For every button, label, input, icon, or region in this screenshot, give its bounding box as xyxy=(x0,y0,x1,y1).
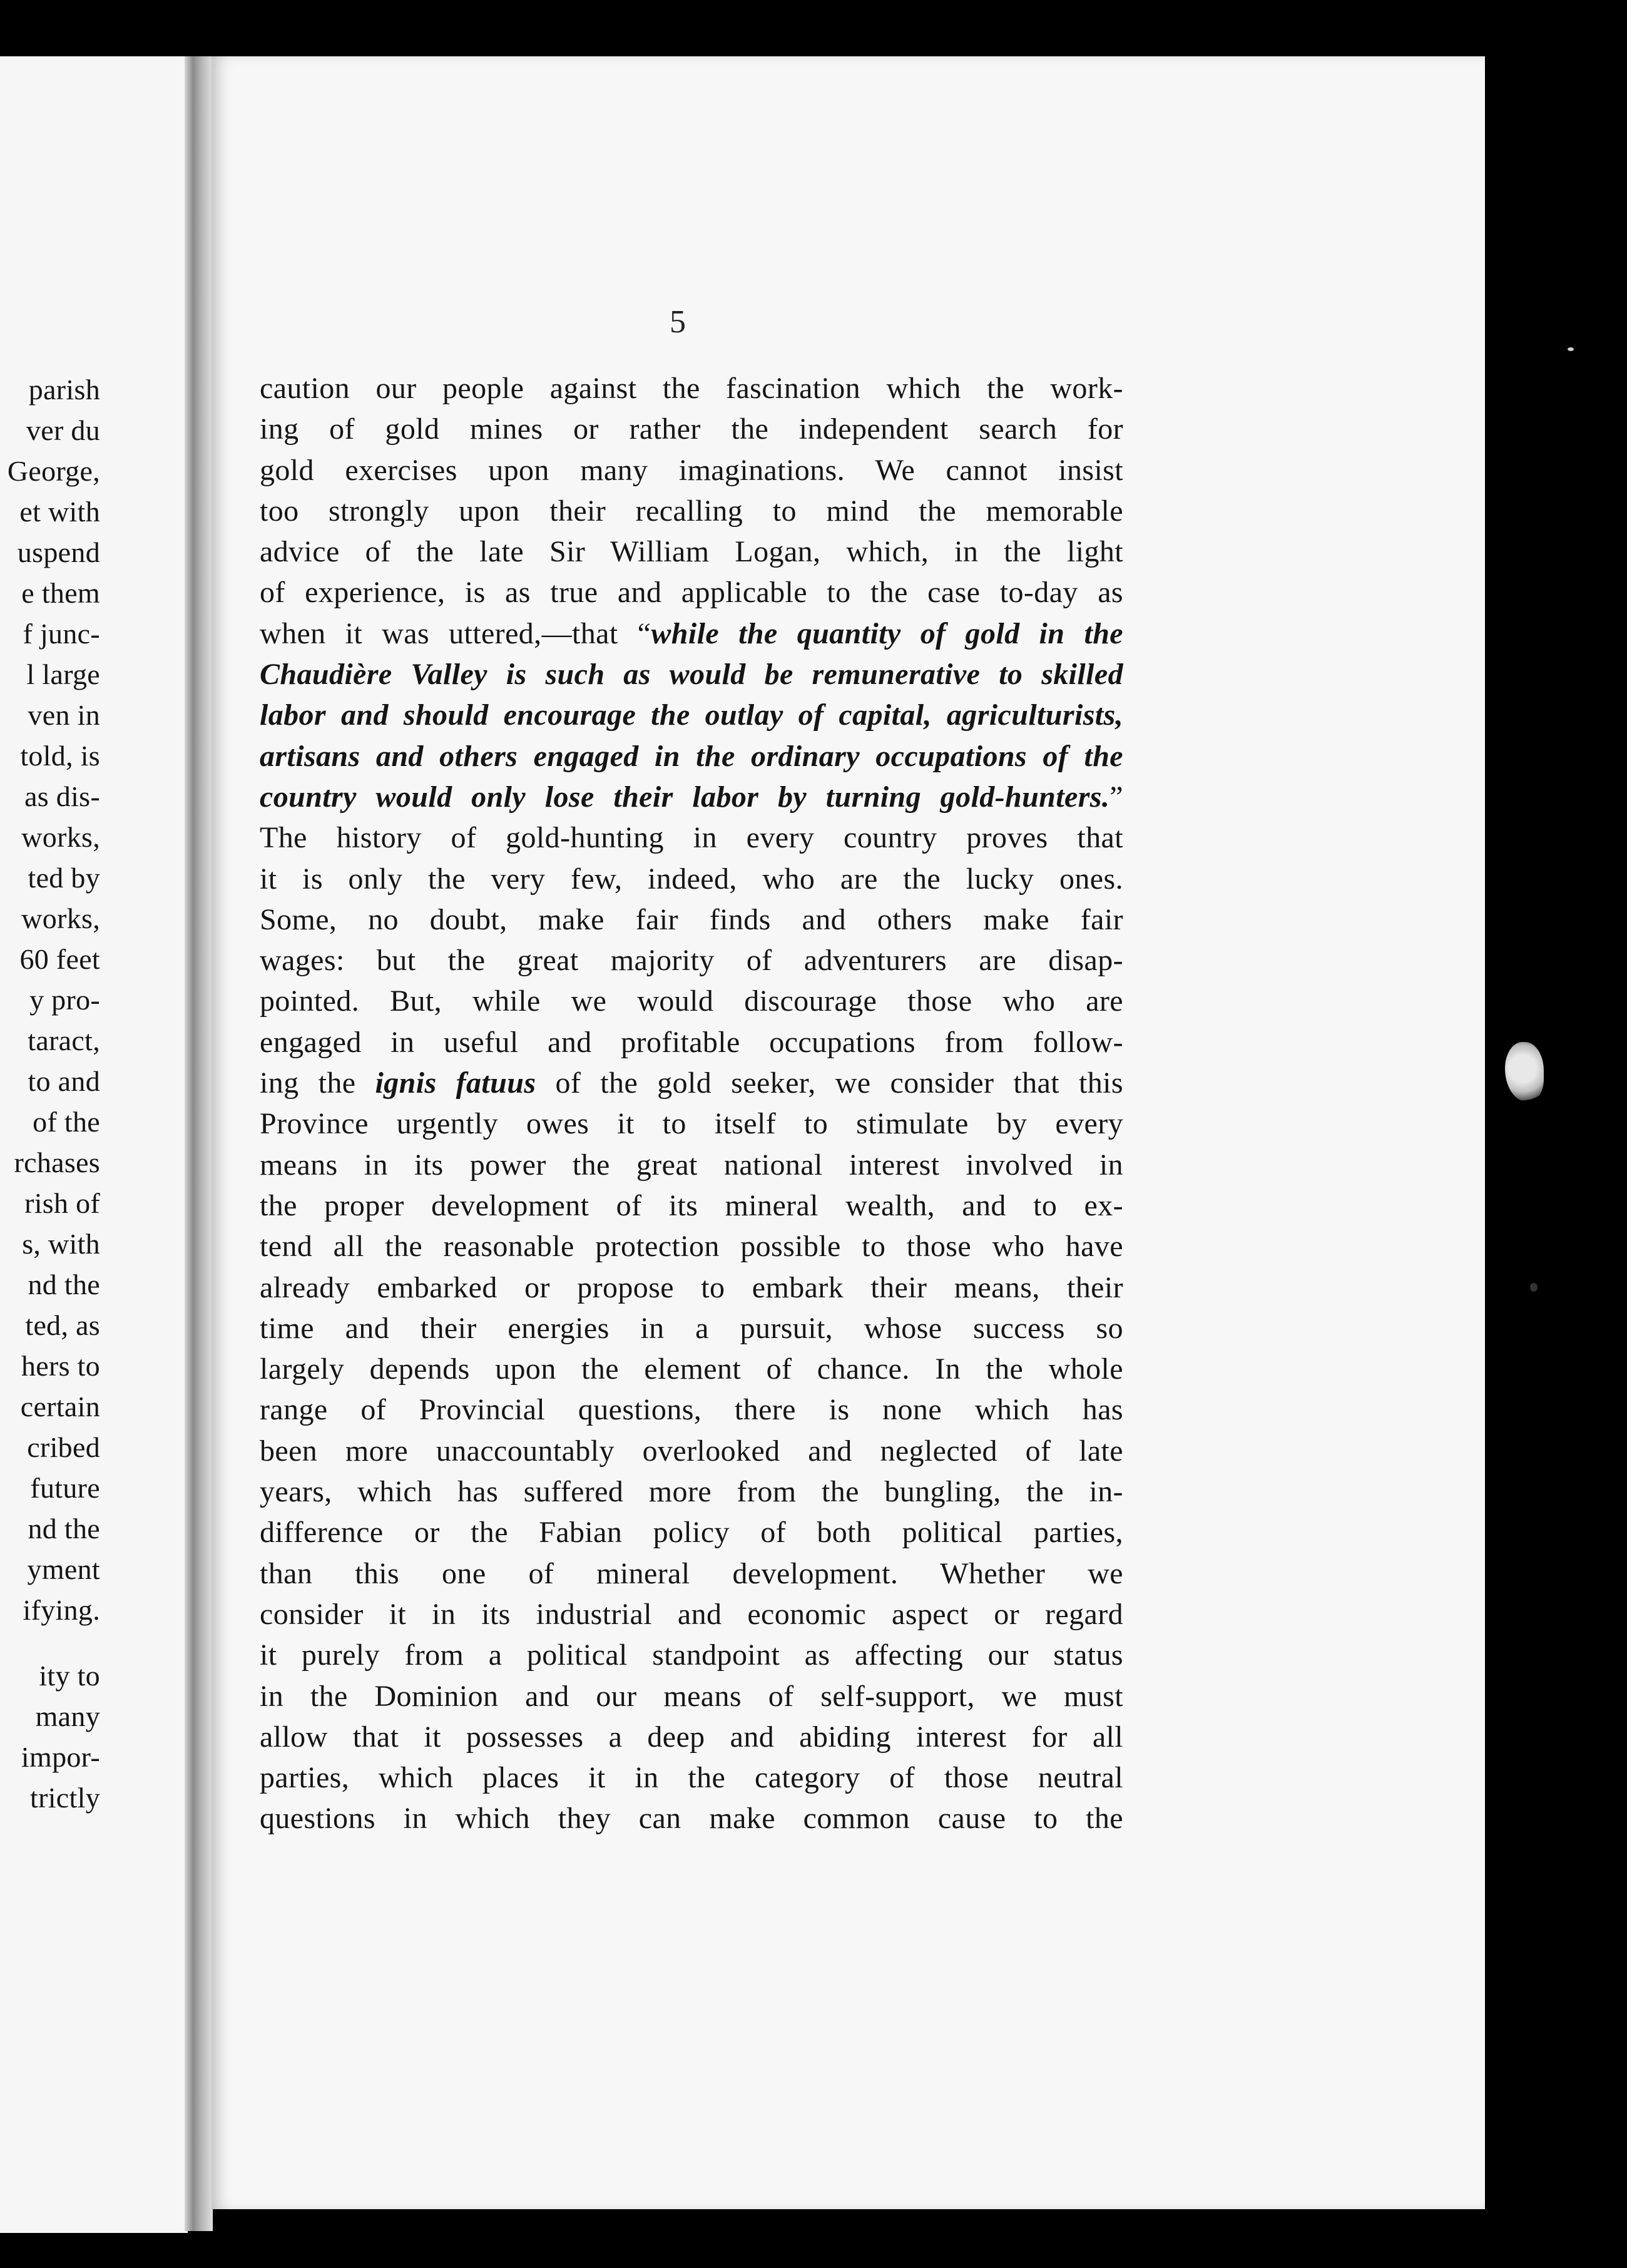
body-line: ing of gold mines or rather the independent search for xyxy=(260,412,1123,446)
body-line: than this one of mineral development. Whether we xyxy=(260,1556,1123,1590)
left-page-line: told, is xyxy=(20,740,100,772)
left-page-line: of the xyxy=(33,1106,100,1138)
left-page-line: yment xyxy=(27,1553,100,1585)
body-line: parties, which places it in the category of those neutral xyxy=(260,1761,1123,1795)
body-line: The history of gold-hunting in every country proves that xyxy=(260,821,1123,855)
left-page-line: uspend xyxy=(17,536,100,568)
left-page-line: ver du xyxy=(26,414,100,446)
closing-quote: ” xyxy=(1109,780,1123,814)
body-line xyxy=(260,777,1123,817)
body-line: advice of the late Sir William Logan, which, in the light xyxy=(260,535,1123,569)
body-line: questions in which they can make common cause to the xyxy=(260,1802,1123,1836)
page-number: 5 xyxy=(670,304,686,340)
left-page-line: taract, xyxy=(28,1024,100,1056)
quotation-italic: labor and should encourage the outlay of capital, agriculturists, xyxy=(260,698,1123,732)
left-page-line: ted, as xyxy=(25,1309,100,1341)
body-line: too strongly upon their recalling to mind the memorable xyxy=(260,494,1123,528)
left-page-line: 60 feet xyxy=(19,943,100,975)
body-line: already embarked or propose to embark their means, their xyxy=(260,1270,1123,1304)
body-line xyxy=(260,736,1123,777)
body-line: caution our people against the fascination which the work- xyxy=(260,372,1123,405)
left-page-line: to and xyxy=(28,1065,100,1097)
body-line xyxy=(260,613,1123,654)
left-page-line: ity to xyxy=(39,1660,100,1692)
left-page-line: ifying. xyxy=(23,1594,100,1626)
body-line: means in its power the great national interest involved in xyxy=(260,1148,1123,1182)
body-line: the proper development of its mineral wealth, and to ex- xyxy=(260,1188,1123,1222)
left-page-line: future xyxy=(30,1472,100,1504)
body-line: consider it in its industrial and economic aspect or regard xyxy=(260,1597,1123,1631)
quotation-italic: artisans and others engaged in the ordinary occupations of the xyxy=(260,739,1123,773)
left-page-line: certain xyxy=(20,1391,100,1423)
left-page-line: cribed xyxy=(27,1431,100,1463)
body-line: Some, no doubt, make fair finds and others make fair xyxy=(260,902,1123,936)
left-page-line: e them xyxy=(21,577,100,609)
quotation-italic: while the quantity of gold in the xyxy=(651,616,1123,650)
paper-speck xyxy=(1530,1283,1538,1292)
body-line: it is only the very few, indeed, who are the lucky ones. xyxy=(260,862,1123,896)
left-page-line: et with xyxy=(19,496,100,528)
left-page-line: rchases xyxy=(14,1147,100,1178)
left-page-line: parish xyxy=(28,374,100,406)
left-page-line: nd the xyxy=(28,1513,100,1545)
body-line: tend all the reasonable protection possible to those who have xyxy=(260,1230,1123,1264)
body-line: of experience, is as true and applicable to the case to-day as xyxy=(260,576,1123,610)
left-page-line: nd the xyxy=(28,1269,100,1300)
left-page-line: works, xyxy=(21,902,100,934)
book-gutter xyxy=(185,56,213,2231)
body-line: difference or the Fabian policy of both political parties, xyxy=(260,1516,1123,1550)
paper-speck xyxy=(1568,347,1574,351)
left-page-line: hers to xyxy=(21,1350,100,1382)
body-line: pointed. But, while we would discourage those who are xyxy=(260,984,1123,1018)
left-page-line: impor- xyxy=(21,1741,100,1773)
body-line: wages: but the great majority of adventurers are disap- xyxy=(260,944,1123,978)
left-page-text xyxy=(0,369,100,1818)
body-line: allow that it possesses a deep and abiding interest for all xyxy=(260,1720,1123,1754)
left-page-line: ven in xyxy=(28,699,100,731)
body-line: Province urgently owes it to itself to stimulate by every xyxy=(260,1107,1123,1141)
left-page-line: as dis- xyxy=(24,780,100,812)
left-page-line: trictly xyxy=(30,1782,100,1814)
body-line: gold exercises upon many imaginations. We cannot insist xyxy=(260,453,1123,487)
latin-phrase-italic: ignis fatuus xyxy=(375,1066,536,1100)
body-line: time and their energies in a pursuit, whose success so xyxy=(260,1311,1123,1345)
body-line: been more unaccountably overlooked and neglected of late xyxy=(260,1434,1123,1468)
body-line-text: when it was uttered,—that “ xyxy=(260,616,651,650)
left-page-line: rish of xyxy=(24,1187,100,1219)
body-line xyxy=(260,695,1123,735)
left-page-gap xyxy=(0,1630,100,1655)
left-page-line: George, xyxy=(7,455,100,487)
quotation-italic: country would only lose their labor by turning gold-hunters. xyxy=(260,780,1110,814)
body-line: years, which has suffered more from the bungling, the in- xyxy=(260,1475,1123,1509)
left-page-line: ted by xyxy=(28,862,100,894)
body-line: largely depends upon the element of chance. In the whole xyxy=(260,1352,1123,1386)
left-page-line: s, with xyxy=(22,1228,100,1260)
left-page-line: l large xyxy=(26,658,100,690)
body-line: engaged in useful and profitable occupations from follow- xyxy=(260,1025,1123,1059)
body-line: it purely from a political standpoint as affecting our status xyxy=(260,1638,1123,1672)
body-line xyxy=(260,654,1123,695)
body-line: range of Provincial questions, there is none which has xyxy=(260,1393,1123,1427)
left-page-line: works, xyxy=(21,821,100,853)
left-page-line: y pro- xyxy=(29,984,100,1016)
body-line-text: ing the xyxy=(260,1066,375,1100)
left-page-line: many xyxy=(35,1700,100,1732)
quotation-italic: Chaudière Valley is such as would be remunerative to skilled xyxy=(260,658,1123,692)
body-line: in the Dominion and our means of self-support, we must xyxy=(260,1679,1123,1713)
left-page-line: f junc- xyxy=(23,618,100,650)
body-line xyxy=(260,1063,1123,1103)
body-line-text: of the gold seeker, we consider that this xyxy=(536,1066,1123,1100)
body-text xyxy=(260,368,1123,1839)
left-page-fragment xyxy=(0,56,188,2233)
